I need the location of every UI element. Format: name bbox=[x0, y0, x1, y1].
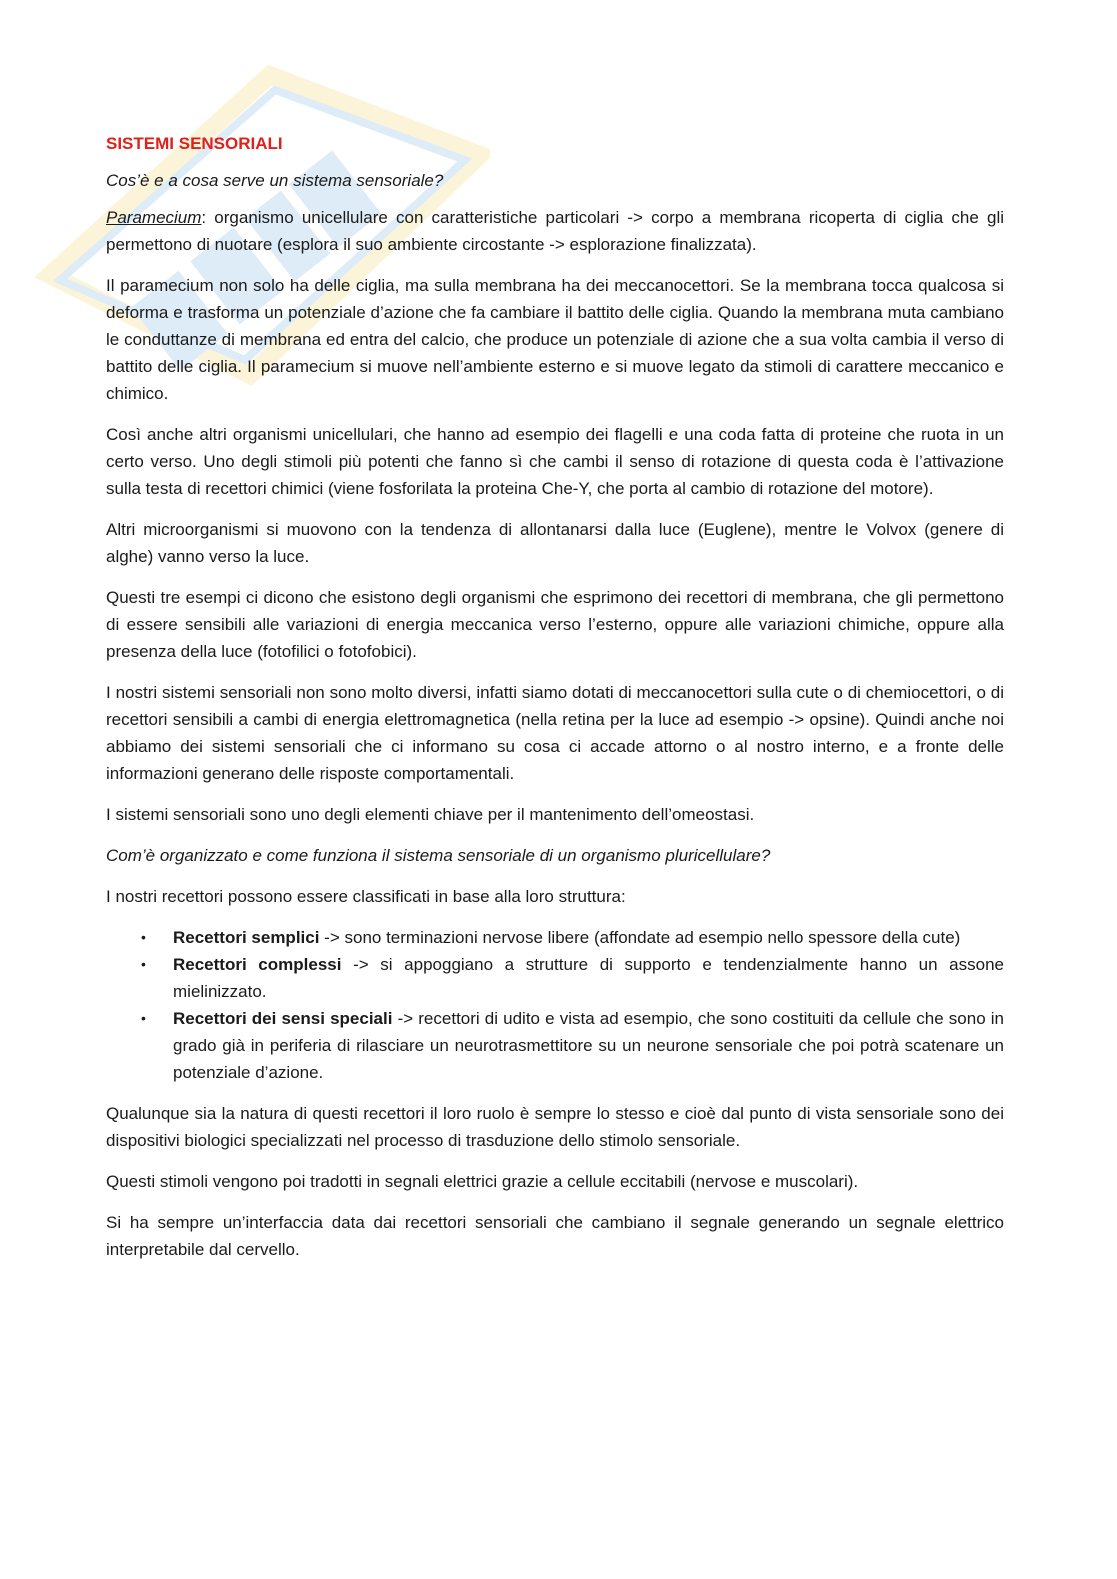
bullet-icon: • bbox=[141, 956, 146, 972]
term-paramecium: Paramecium bbox=[106, 208, 202, 227]
paragraph: Questi stimoli vengono poi tradotti in segnali elettrici grazie a cellule eccitabili (nervose e muscolari). bbox=[106, 1172, 859, 1191]
section-question-1: Cos’è e a cosa serve un sistema sensoriale? bbox=[106, 171, 444, 190]
list-item-text: -> recettori di udito e vista ad esempio, che sono costituiti da cellule che sono in grado già in periferia di rilasciare un neurotrasmettitore su un neurone sensoriale che poi potrà scatenare un potenziale d’azione. bbox=[173, 1009, 1004, 1082]
list-item bbox=[141, 951, 1004, 1005]
paragraph: I nostri sistemi sensoriali non sono molto diversi, infatti siamo dotati di meccanocettori sulla cute o di chemiocettori, o di recettori sensibili a cambi di energia elettromagnetica (nella retina per la luce ad esempio -> opsine). Quindi anche noi abbiamo dei sistemi sensoriali che ci informano su cosa ci accade attorno o al nostro interno, e a fronte delle informazioni generano delle risposte comportamentali. bbox=[106, 683, 1004, 783]
document-title: SISTEMI SENSORIALI bbox=[106, 134, 283, 153]
paragraph: Il paramecium non solo ha delle ciglia, ma sulla membrana ha dei meccanocettori. Se la membrana tocca qualcosa si deforma e trasforma un potenziale d’azione che fa cambiare il battito delle ciglia. Quando la membrana muta cambiano le conduttanze di membrana ed entra del calcio, che produce un potenziale di azione che a sua volta cambia il verso di battito delle ciglia. Il paramecium si muove nell’ambiente esterno e si muove legato da stimoli di carattere meccanico e chimico. bbox=[106, 276, 1004, 403]
paragraph: I sistemi sensoriali sono uno degli elementi chiave per il mantenimento dell’omeostasi. bbox=[106, 805, 755, 824]
paragraph: Qualunque sia la natura di questi recettori il loro ruolo è sempre lo stesso e cioè dal punto di vista sensoriale sono dei dispositivi biologici specializzati nel processo di trasduzione dello stimolo sensoriale. bbox=[106, 1104, 1004, 1150]
bullet-icon: • bbox=[141, 1010, 146, 1026]
list-item bbox=[141, 1005, 1004, 1086]
list-item-term: Recettori complessi bbox=[173, 955, 342, 974]
paragraph: Questi tre esempi ci dicono che esistono degli organismi che esprimono dei recettori di membrana, che gli permettono di essere sensibili alle variazioni di energia meccanica verso l’esterno, oppure alle variazioni chimiche, oppure alla presenza della luce (fotofilici o fotofobici). bbox=[106, 588, 1004, 661]
list-item-term: Recettori dei sensi speciali bbox=[173, 1009, 393, 1028]
paragraph-text: : organismo unicellulare con caratteristiche particolari -> corpo a membrana ricoperta di ciglia che gli permettono di nuotare (esplora il suo ambiente circostante -> esplorazione finalizzata). bbox=[106, 208, 1004, 254]
bullet-icon: • bbox=[141, 929, 146, 945]
paragraph: I nostri recettori possono essere classificati in base alla loro struttura: bbox=[106, 887, 626, 906]
document-page bbox=[106, 130, 1004, 1277]
list-item-text: -> sono terminazioni nervose libere (affondate ad esempio nello spessore della cute) bbox=[319, 928, 961, 947]
paragraph-paramecium bbox=[106, 204, 1004, 258]
paragraph: Si ha sempre un’interfaccia data dai recettori sensoriali che cambiano il segnale generando un segnale elettrico interpretabile dal cervello. bbox=[106, 1213, 1004, 1259]
list-item-text: -> si appoggiano a strutture di supporto e tendenzialmente hanno un assone mielinizzato. bbox=[173, 955, 1004, 1001]
paragraph: Altri microorganismi si muovono con la tendenza di allontanarsi dalla luce (Euglene), mentre le Volvox (genere di alghe) vanno verso la luce. bbox=[106, 520, 1004, 566]
paragraph: Così anche altri organismi unicellulari, che hanno ad esempio dei flagelli e una coda fatta di proteine che ruota in un certo verso. Uno degli stimoli più potenti che fanno sì che cambi il senso di rotazione di questa coda è l’attivazione sulla testa di recettori chimici (viene fosforilata la proteina Che-Y, che porta al cambio di rotazione del motore). bbox=[106, 425, 1004, 498]
list-item-term: Recettori semplici bbox=[173, 928, 320, 947]
section-question-2: Com’è organizzato e come funziona il sistema sensoriale di un organismo pluricellulare? bbox=[106, 846, 771, 865]
receptor-list bbox=[106, 924, 1004, 1086]
list-item bbox=[141, 924, 1004, 951]
